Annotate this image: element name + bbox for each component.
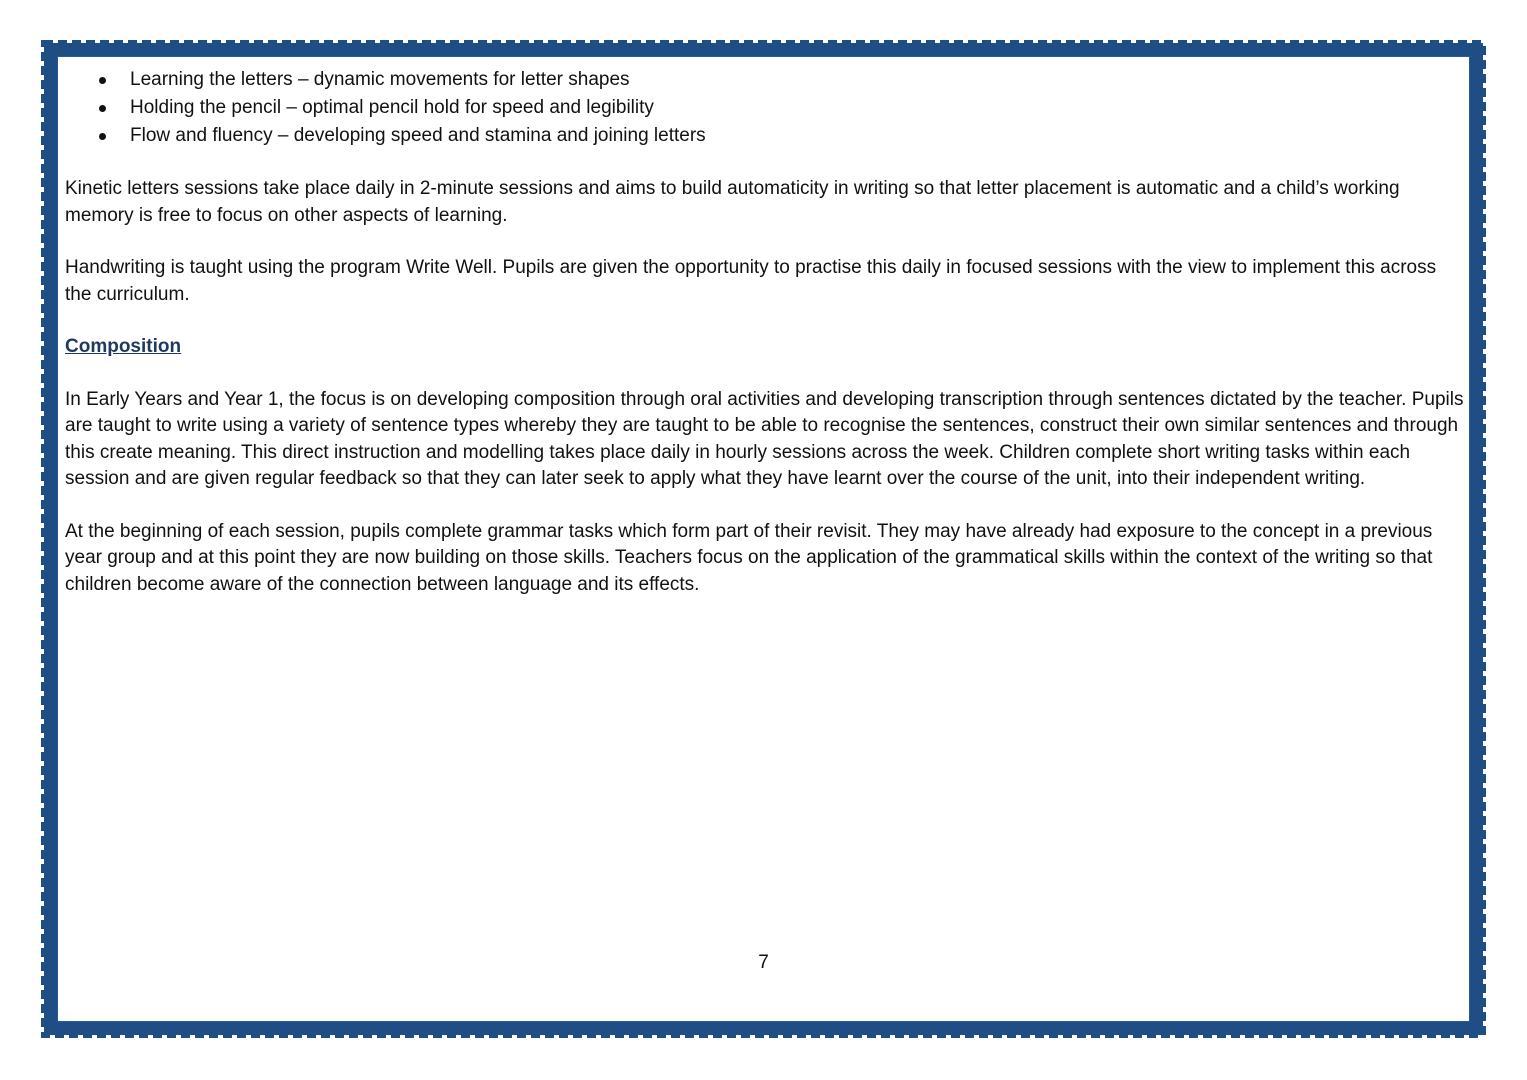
bullet-icon (99, 105, 106, 112)
list-item-text: Flow and fluency – developing speed and stamina and joining letters (130, 125, 706, 146)
grammar-paragraph: At the beginning of each session, pupils complete grammar tasks which form part of their revisit. They may have already had exposure to the concept in a previous year group and at this point they are now building on those skills. Teachers focus on the application of the grammatical skills within the context of the writing so that children become aware of the connection between language and its effects. (65, 520, 1433, 595)
bullet-icon (99, 133, 106, 140)
page-number: 7 (758, 952, 769, 973)
list-item (65, 122, 1465, 150)
list-item-text: Holding the pencil – optimal pencil hold for speed and legibility (130, 97, 654, 118)
early-years-paragraph: In Early Years and Year 1, the focus is on developing composition through oral activities and developing transcription through sentences dictated by the teacher. Pupils are taught to write using a variety of sentence types whereby they are taught to be able to recognise the sentences, construct their own similar sentences and through this create meaning. This direct instruction and modelling takes place daily in hourly sessions across the week. Children complete short writing tasks within each session and are given regular feedback so that they can later seek to apply what they have learnt over the course of the unit, into their independent writing. (65, 388, 1464, 489)
bullet-list (65, 66, 1465, 150)
handwriting-paragraph: Handwriting is taught using the program Write Well. Pupils are given the opportunity to practise this daily in focused sessions with the view to implement this across the curriculum. (65, 257, 1437, 305)
bullet-icon (99, 77, 106, 84)
composition-heading: Composition (65, 336, 182, 357)
list-item (65, 66, 1465, 94)
list-item (65, 94, 1465, 122)
document-content (65, 66, 1465, 598)
kinetic-letters-paragraph: Kinetic letters sessions take place daily in 2-minute sessions and aims to build automaticity in writing so that letter placement is automatic and a child’s working memory is free to focus on other aspects of learning. (65, 178, 1400, 226)
list-item-text: Learning the letters – dynamic movements for letter shapes (130, 69, 630, 90)
